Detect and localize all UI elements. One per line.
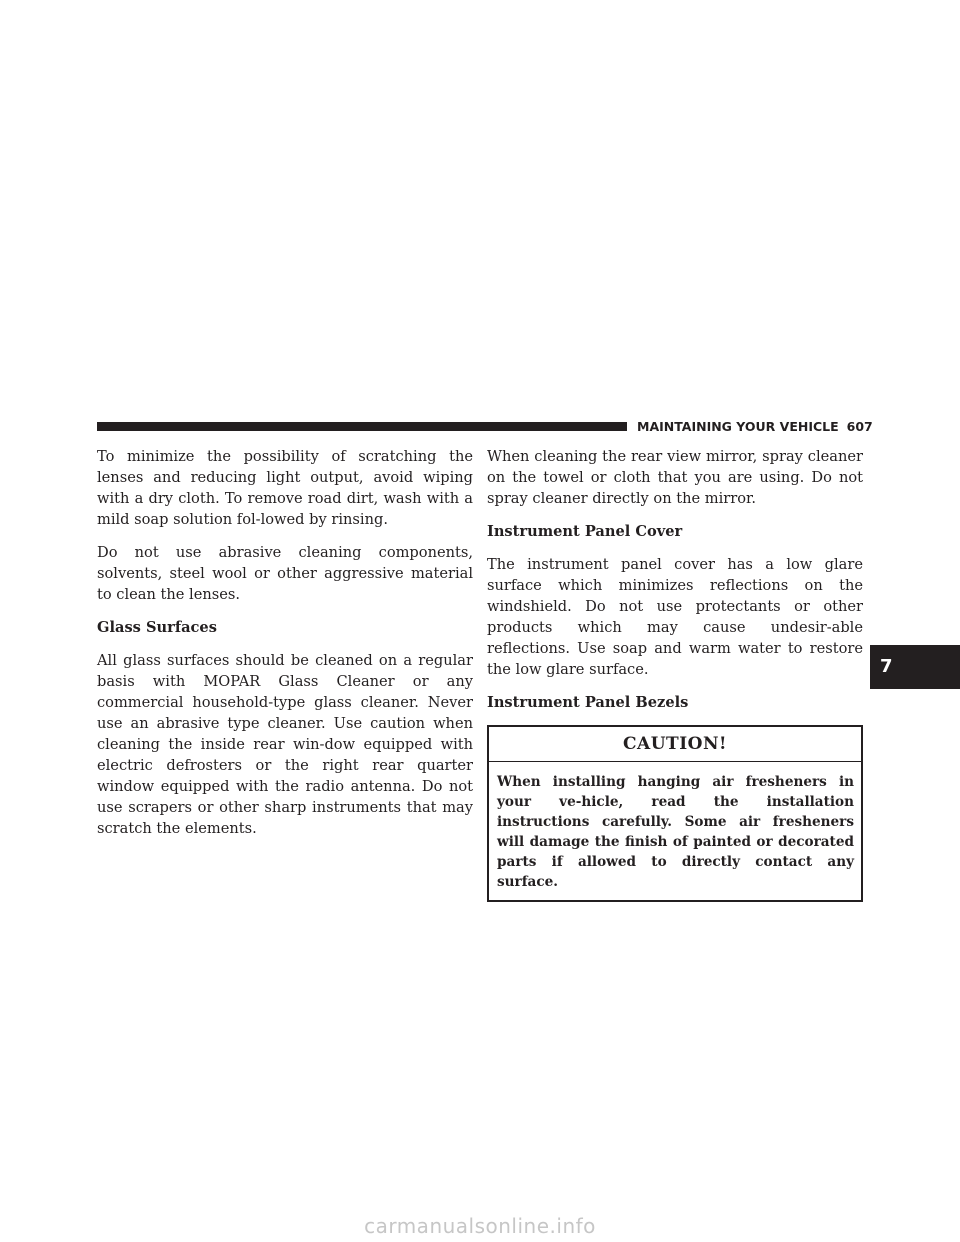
instrument-panel-cover-heading: Instrument Panel Cover [487, 523, 683, 540]
chapter-tab: 7 [870, 645, 960, 689]
section-title: MAINTAINING YOUR VEHICLE [637, 419, 839, 434]
page-number: 607 [846, 419, 873, 434]
glass-paragraph: All glass surfaces should be cleaned on a regular basis with MOPAR Glass Cleaner or any commercial household-type glass cleaner. Never use an abrasive type cleaner. Use caution when cleaning the inside rear win-dow equipped with electric defrosters or the right rear quarter window equipped with the radio antenna. Do not use scrapers or other sharp instruments that may scratch the elements. [97, 652, 473, 837]
caution-box [487, 725, 863, 902]
header-rule [97, 422, 627, 431]
mirror-paragraph: When cleaning the rear view mirror, spray cleaner on the towel or cloth that you are using. Do not spray cleaner directly on the mirror. [487, 448, 863, 507]
panel-cover-paragraph: The instrument panel cover has a low glare surface which minimizes reflections on the windshield. Do not use protectants or other products which may cause undesir-able reflections. Use soap and warm water to restore the low glare surface. [487, 556, 863, 678]
running-header [637, 419, 873, 434]
left-column [97, 446, 473, 851]
glass-surfaces-heading: Glass Surfaces [97, 619, 217, 636]
abrasive-paragraph: Do not use abrasive cleaning components, solvents, steel wool or other aggressive material to clean the lenses. [97, 544, 473, 603]
right-column [487, 446, 863, 902]
caution-body: When installing hanging air fresheners in your ve-hicle, read the installation instructions carefully. Some air fresheners will damage the finish of painted or decorated parts if allowed to directly contact any surface. [497, 774, 854, 890]
watermark: carmanualsonline.info [364, 1214, 596, 1238]
lens-paragraph: To minimize the possibility of scratching the lenses and reducing light output, avoid wiping with a dry cloth. To remove road dirt, wash with a mild soap solution fol-lowed by rinsing. [97, 448, 473, 528]
caution-title: CAUTION! [489, 727, 861, 762]
instrument-panel-bezels-heading: Instrument Panel Bezels [487, 694, 689, 711]
